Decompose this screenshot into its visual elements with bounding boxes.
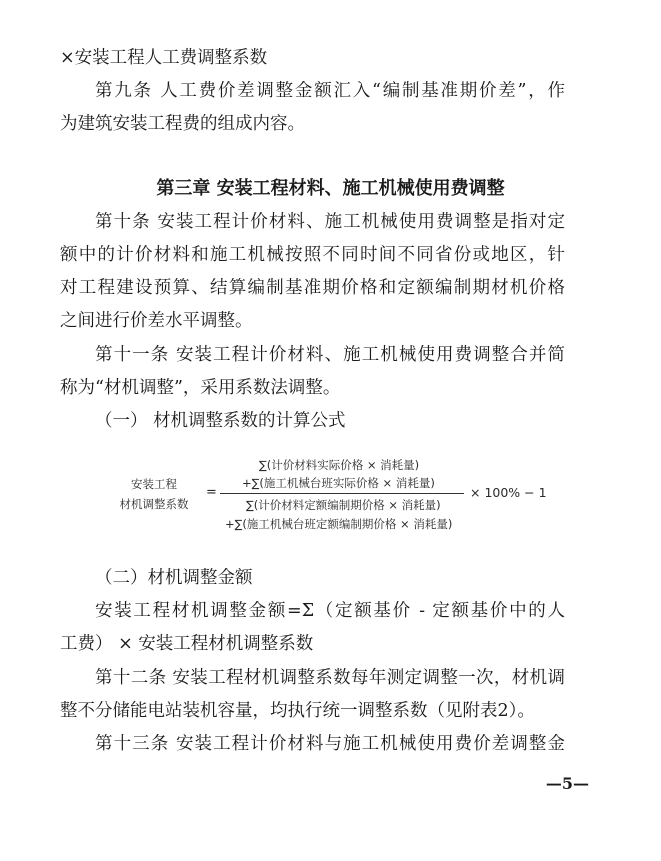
paragraph-line: 之间进行价差水平调整。 [60, 311, 253, 331]
formula-numerator-1: ∑(计价材料实际价格 × 消耗量) [259, 458, 420, 472]
formula-lhs-line1: 安装工程 [131, 477, 177, 491]
formula-numerator-2: +∑(施工机械台班实际价格 × 消耗量) [242, 476, 435, 490]
formula-equals: = [206, 485, 217, 500]
paragraph-line: ×安装工程人工费调整系数 [60, 48, 268, 68]
paragraph-line: 安装工程材机调整金额=Σ（定额基价 - 定额基价中的人 [95, 601, 565, 621]
paragraph-line: 第十条 安装工程计价材料、施工机械使用费调整是指对定 [95, 212, 565, 232]
chapter-title: 第三章 安装工程材料、施工机械使用费调整 [156, 178, 505, 199]
paragraph-line: 第十一条 安装工程计价材料、施工机械使用费调整合并简 [95, 345, 565, 365]
paragraph-line: 称为“材机调整”，采用系数法调整。 [60, 378, 341, 398]
formula-lhs-line2: 材机调整系数 [119, 497, 189, 511]
paragraph-line: 整不分储能电站装机容量，均执行统一调整系数（见附表2）。 [60, 701, 535, 721]
paragraph-line: 工费） × 安装工程材机调整系数 [60, 634, 314, 654]
subheading: （二）材机调整金额 [95, 568, 253, 588]
paragraph-line: 第十二条 安装工程材机调整系数每年测定调整一次，材机调 [95, 668, 565, 688]
fraction-bar [220, 493, 464, 494]
paragraph-line: 第十三条 安装工程计价材料与施工机械使用费价差调整金 [95, 734, 565, 754]
formula-tail: × 100% − 1 [470, 485, 547, 500]
paragraph-line: 对工程建设预算、结算编制基准期价格和定额编制期材机价格 [60, 278, 565, 298]
paragraph-line: 第九条 人工费价差调整金额汇入“编制基准期价差”，作 [95, 81, 565, 101]
page-number: —5— [545, 774, 589, 793]
subheading: （一） 材机调整系数的计算公式 [95, 411, 346, 431]
paragraph-line: 为建筑安装工程费的组成内容。 [60, 114, 305, 134]
formula-denominator-1: ∑(计价材料定额编制期价格 × 消耗量) [246, 498, 441, 512]
coefficient-formula [94, 447, 562, 542]
formula-denominator-2: +∑(施工机械台班定额编制期价格 × 消耗量) [225, 517, 453, 531]
paragraph-line: 额中的计价材料和施工机械按照不同时间不同省份或地区，针 [60, 245, 565, 265]
